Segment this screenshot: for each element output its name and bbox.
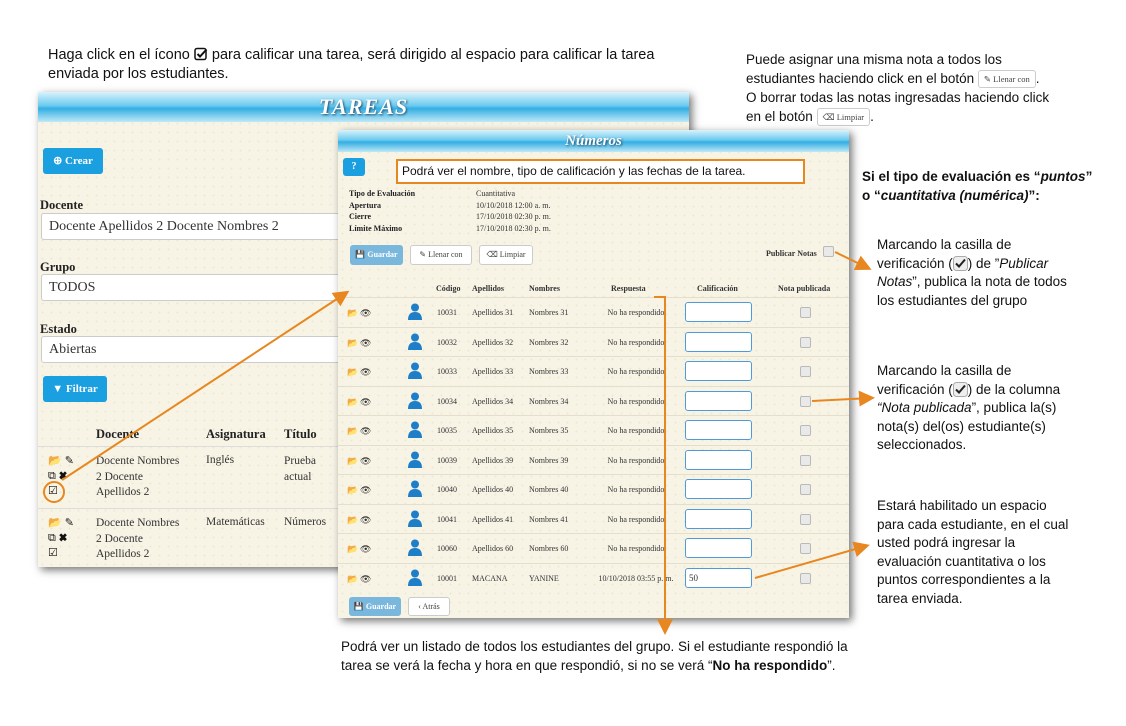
- pencil-icon[interactable]: ✎: [64, 455, 74, 467]
- folder-open-icon[interactable]: 📂: [347, 396, 359, 407]
- row-asignatura: Inglés: [206, 454, 235, 466]
- delete-icon[interactable]: ✖: [58, 532, 68, 544]
- apellidos-cell: Apellidos 41: [472, 514, 514, 524]
- estado-select[interactable]: Abiertas: [41, 336, 341, 363]
- docente-select[interactable]: Docente Apellidos 2 Docente Nombres 2: [41, 213, 341, 240]
- guardar-button-bottom[interactable]: 💾 Guardar: [349, 597, 401, 616]
- codigo-cell: 10031: [437, 308, 457, 317]
- codigo-cell: 10040: [437, 485, 457, 494]
- eye-icon[interactable]: 👁: [360, 426, 372, 436]
- crear-button[interactable]: ⊕ Crear: [43, 148, 103, 174]
- calificacion-input[interactable]: 50: [685, 568, 752, 588]
- apellidos-cell: Apellidos 60: [472, 544, 514, 553]
- question-icon: ?: [351, 161, 357, 172]
- respuesta-cell: No ha respondido: [607, 514, 665, 524]
- pencil-icon[interactable]: ✎: [64, 517, 74, 529]
- eye-icon[interactable]: 👁: [360, 396, 372, 407]
- nombres-cell: Nombres 33: [529, 367, 569, 376]
- arrow-nota-publicada: [812, 398, 871, 401]
- copy-icon[interactable]: ⧉: [48, 470, 56, 482]
- limpiar-button[interactable]: ⌫ Limpiar: [479, 245, 533, 265]
- nombres-cell: Nombres 32: [529, 337, 569, 347]
- respuesta-cell: No ha respondido: [607, 337, 665, 347]
- check-square-icon[interactable]: ☑: [48, 485, 58, 497]
- respuesta-cell: 10/10/2018 03:55 p. m.: [598, 573, 674, 583]
- col-asignatura: Asignatura: [206, 427, 266, 441]
- folder-open-icon[interactable]: 📂: [48, 455, 62, 467]
- apellidos-cell: MACANA: [472, 573, 508, 583]
- save-icon: 💾: [355, 250, 366, 259]
- nombres-cell: Nombres 39: [529, 455, 569, 465]
- row-titulo: Prueba actual: [284, 455, 316, 483]
- chevron-left-icon: ‹: [418, 602, 421, 611]
- apellidos-cell: Apellidos 31: [472, 308, 514, 317]
- apellidos-cell: Apellidos 33: [472, 367, 514, 376]
- eye-icon[interactable]: 👁: [360, 455, 372, 466]
- apellidos-cell: Apellidos 35: [472, 426, 514, 435]
- eye-icon[interactable]: 👁: [360, 544, 372, 554]
- respuesta-cell: No ha respondido: [607, 455, 665, 465]
- apellidos-cell: Apellidos 40: [472, 485, 514, 494]
- folder-open-icon[interactable]: 📂: [347, 485, 359, 495]
- docente-label: Docente: [40, 198, 84, 212]
- codigo-cell: 10060: [437, 544, 457, 553]
- grupo-select[interactable]: TODOS: [41, 274, 341, 301]
- estado-label: Estado: [40, 322, 77, 336]
- codigo-cell: 10033: [437, 367, 457, 376]
- folder-open-icon[interactable]: 📂: [347, 544, 359, 554]
- grupo-label: Grupo: [40, 260, 76, 274]
- codigo-cell: 10034: [437, 396, 457, 406]
- filtrar-button[interactable]: ▼ Filtrar: [43, 376, 107, 402]
- espacio-note: Estará habilitado un espacio para cada estudiante, en el cual usted podrá ingresar la evaluación cuantitativa o los puntos correspondientes a la tarea enviada.: [877, 498, 1069, 606]
- folder-open-icon[interactable]: 📂: [347, 573, 359, 584]
- respuesta-cell: No ha respondido: [607, 426, 665, 435]
- folder-open-icon[interactable]: 📂: [347, 367, 359, 377]
- codigo-cell: 10041: [437, 514, 457, 524]
- nota-publicada-note: Marcando la casilla de verificación ( ) de la columna “Nota publicada”, publica la(s) nota(s) del(os) estudiante(s) seleccionados.: [877, 363, 1061, 452]
- nombres-cell: YANINE: [529, 573, 559, 583]
- nombres-cell: Nombres 35: [529, 426, 569, 435]
- codigo-cell: 10035: [437, 426, 457, 435]
- eye-icon[interactable]: 👁: [360, 573, 372, 584]
- respuesta-cell: No ha respondido: [607, 544, 665, 553]
- numeros-banner: Números: [338, 130, 849, 152]
- nombres-cell: Nombres 60: [529, 544, 569, 553]
- row-docente: Docente Nombres 2 Docente Apellidos 2: [96, 455, 180, 498]
- eye-icon[interactable]: 👁: [360, 514, 372, 525]
- folder-open-icon[interactable]: 📂: [347, 426, 359, 436]
- codigo-cell: 10001: [437, 573, 457, 583]
- folder-open-icon[interactable]: 📂: [48, 517, 62, 529]
- folder-open-icon[interactable]: 📂: [347, 514, 359, 525]
- eye-icon[interactable]: 👁: [360, 485, 372, 495]
- filter-icon: ▼: [52, 383, 64, 395]
- llenar-button[interactable]: ✎ Llenar con: [410, 245, 472, 265]
- arrow-calificacion: [755, 546, 866, 578]
- folder-open-icon[interactable]: 📂: [347, 308, 359, 318]
- guardar-button-top[interactable]: 💾 Guardar: [350, 245, 403, 265]
- arrow-publicar: [835, 252, 868, 268]
- numeros-panel: Números ? Podrá ver el nombre, tipo de calificación y las fechas de la tarea. Tipo de Evaluación Apertura Cierre Límite Máximo Cuantitativa 10/10/2018 12:00 a. m. 17/10/2018 02:30 p. m. 17/10/2018 02:30 p. m. 💾 Guardar ✎ Llenar con ⌫ Limpiar Publicar Notas Código Apellidos Nombres Respuesta Calificación Nota publicada 📂 👁 10031 Apellidos 31 Nombres 31 No ha respondido 📂 👁 10032 Apellidos 32 Nombres 32 No ha respondido 📂 👁 10033 Apellidos 33 Nombres 33 No ha respondido 📂 👁 10034 Apellidos 34 Nombres 34 No ha respondido 📂 👁 10035 Apellidos 35 Nombres 35 No ha respondido 📂 👁 10039 Apellidos 39 Nombres 39 No ha respondido 📂 👁 10040 Apellidos 40 Nombres 40 No ha respondido 📂 👁 10041 Apellidos 41 Nombres 41 No ha respondido 📂 👁 10060 Apellidos 60 Nombres 60 No ha respondido 📂 👁 10001 MACANA YANINE 10/10/2018 03:55 p. m. 50 💾 Guardar ‹ Atrás: [338, 130, 849, 618]
- points-title: Si el tipo de evaluación es “puntos” o “cuantitativa (numérica)”:: [862, 169, 1093, 203]
- apellidos-cell: Apellidos 32: [472, 337, 514, 347]
- atras-button[interactable]: ‹ Atrás: [408, 597, 450, 616]
- top-instruction: Haga click en el ícono para calificar una tarea, será dirigido al espacio para calificar la tarea enviada por los estudiantes.: [48, 47, 655, 82]
- bottom-note: Podrá ver un listado de todos los estudiantes del grupo. Si el estudiante respondió la tarea se verá la fecha y hora en que respondió, si no se verá “No ha respondido”.: [341, 639, 848, 673]
- nombres-cell: Nombres 34: [529, 396, 569, 406]
- save-icon: 💾: [353, 602, 364, 611]
- respuesta-cell: No ha respondido: [607, 485, 665, 494]
- row-docente: Docente Nombres 2 Docente Apellidos 2: [96, 517, 180, 560]
- respuesta-cell: No ha respondido: [607, 396, 665, 406]
- fill-clear-instruction: Puede asignar una misma nota a todos los estudiantes haciendo click en el botón ✎ Llenar con . O borrar todas las notas ingresadas haciendo click en el botón ⌫ Limpiar .: [746, 52, 1050, 124]
- respuesta-cell: No ha respondido: [607, 308, 665, 317]
- pencil-icon: ✎: [419, 250, 427, 259]
- apellidos-cell: Apellidos 39: [472, 455, 514, 465]
- eye-icon[interactable]: 👁: [360, 308, 372, 318]
- folder-open-icon[interactable]: 📂: [347, 337, 359, 348]
- row-titulo: Números: [284, 516, 327, 528]
- col-docente: Docente: [96, 427, 140, 441]
- nombres-cell: Nombres 31: [529, 308, 569, 317]
- info-values: Cuantitativa 10/10/2018 12:00 a. m. 17/10/2018 02:30 p. m. 17/10/2018 02:30 p. m.: [476, 189, 551, 233]
- publicar-note: Marcando la casilla de verificación ( ) de ”Publicar Notas”, publica la nota de todos los estudiantes del grupo: [877, 237, 1067, 308]
- folder-open-icon[interactable]: 📂: [347, 455, 359, 466]
- codigo-cell: 10039: [437, 455, 457, 465]
- eye-icon[interactable]: 👁: [360, 367, 372, 377]
- clear-button-sample: ⌫ Limpiar: [817, 108, 871, 126]
- respuesta-cell: No ha respondido: [607, 367, 665, 376]
- info-labels: Tipo de Evaluación Apertura Cierre Límite Máximo: [349, 189, 416, 233]
- nombres-cell: Nombres 41: [529, 514, 569, 524]
- info-callout: Podrá ver el nombre, tipo de calificación y las fechas de la tarea.: [396, 159, 805, 184]
- row-asignatura: Matemáticas: [206, 516, 265, 528]
- nombres-cell: Nombres 40: [529, 485, 569, 494]
- apellidos-cell: Apellidos 34: [472, 396, 514, 406]
- tareas-banner: TAREAS: [38, 92, 689, 122]
- col-titulo: Título: [284, 427, 317, 441]
- eye-icon[interactable]: 👁: [360, 337, 372, 348]
- fill-button-sample: ✎ Llenar con: [978, 70, 1036, 88]
- publicar-label: Publicar Notas: [766, 249, 817, 258]
- arrow-grade-to-table: [62, 293, 346, 480]
- check-square-icon[interactable]: ☑: [48, 547, 58, 559]
- codigo-cell: 10032: [437, 337, 457, 347]
- copy-icon[interactable]: ⧉: [48, 532, 56, 544]
- eraser-icon: ⌫: [486, 250, 498, 259]
- arrow-respuesta-bracket: [654, 297, 665, 631]
- delete-icon[interactable]: ✖: [58, 470, 68, 482]
